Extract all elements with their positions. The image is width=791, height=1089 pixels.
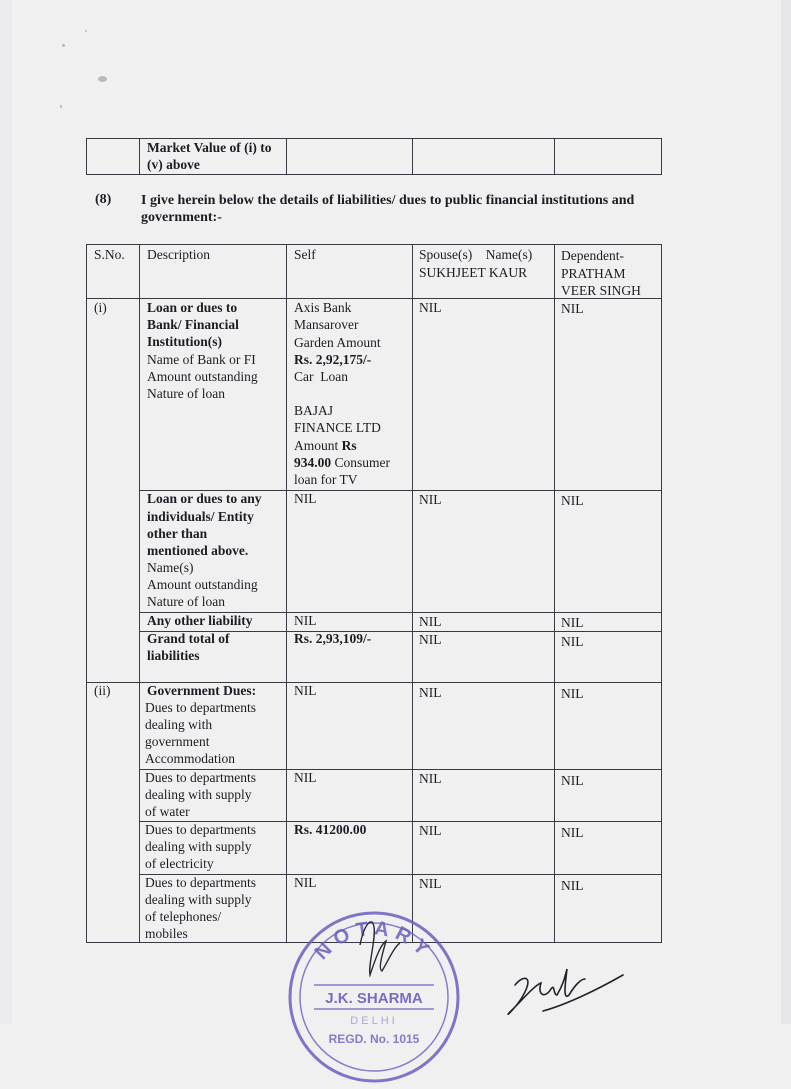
row-desc: government (145, 734, 210, 749)
row-desc: Any other liability (147, 613, 253, 628)
dependent-value: NIL (561, 301, 584, 316)
header-sno: S.No. (94, 247, 125, 262)
self-value: NIL (294, 491, 317, 506)
row-desc: mentioned above. (147, 543, 249, 558)
header-dependent: Dependent- (561, 248, 624, 263)
row-desc: dealing with supply (145, 787, 252, 802)
dependent-value: NIL (561, 686, 584, 701)
row-desc: Accommodation (145, 751, 235, 766)
row-desc: Loan or dues to any (147, 491, 262, 506)
row-desc: Government Dues: (147, 683, 257, 698)
self-value: Consumer (331, 455, 390, 470)
table-cell (286, 138, 413, 175)
stamp-title: NOTARY (310, 917, 438, 965)
row-desc: dealing with supply (145, 839, 252, 854)
row-desc: Bank/ Financial (147, 317, 239, 332)
table-cell (86, 682, 140, 943)
self-value: Axis Bank (294, 300, 352, 315)
table-cell (86, 298, 140, 683)
scan-speck (98, 76, 107, 82)
row-desc: Loan or dues to (147, 300, 238, 315)
table-cell (412, 490, 555, 613)
self-amount: 934.00 (294, 455, 332, 470)
self-amount: Rs (341, 438, 357, 453)
market-value-label: Market Value of (i) to (v) above (147, 140, 272, 173)
row-desc: Name(s) (147, 560, 194, 575)
spouse-value: NIL (419, 876, 442, 891)
row-desc: of electricity (145, 856, 214, 871)
row-desc: Dues to departments (145, 875, 256, 890)
self-value: loan for TV (294, 472, 358, 487)
row-desc: of telephones/ (145, 909, 222, 924)
scan-speck (62, 44, 65, 47)
row-desc: other than (147, 526, 208, 541)
signature (495, 955, 635, 1025)
table-cell (412, 298, 555, 491)
row-sno: (i) (94, 300, 107, 315)
table-cell (554, 138, 662, 175)
self-value: NIL (294, 683, 317, 698)
row-desc: Dues to departments (145, 822, 256, 837)
self-value: FINANCE LTD (294, 420, 381, 435)
row-desc: Amount outstanding (147, 577, 258, 592)
row-desc: Grand total of (147, 631, 230, 646)
dependent-value: NIL (561, 878, 584, 893)
table-cell (286, 490, 413, 613)
self-value: Amount (294, 438, 342, 453)
self-value (294, 437, 357, 454)
row-desc: Name of Bank or FI (147, 352, 256, 367)
row-desc: dealing with supply (145, 892, 252, 907)
table-cell (412, 138, 555, 175)
spouse-value: NIL (419, 823, 442, 838)
stamp-city: DELHI (350, 1015, 398, 1027)
section-number: (8) (95, 192, 112, 207)
dependent-value: NIL (561, 615, 584, 630)
self-value: NIL (294, 613, 317, 628)
header-description: Description (147, 247, 210, 262)
dependent-value: NIL (561, 493, 584, 508)
header-spouse: Spouse(s) Name(s) (419, 247, 533, 262)
stamp-regd: REGD. No. 1015 (328, 1032, 420, 1046)
header-dependent-name-1: PRATHAM (561, 266, 626, 281)
dependent-value: NIL (561, 773, 584, 788)
scan-speck (85, 30, 87, 32)
page-shadow-left (0, 0, 12, 1024)
spouse-value: NIL (419, 300, 442, 315)
grand-total-self: Rs. 2,93,109/- (294, 631, 372, 646)
header-self: Self (294, 247, 316, 262)
dependent-value: NIL (561, 825, 584, 840)
dependent-value: NIL (561, 634, 584, 649)
row-desc: individuals/ Entity (147, 509, 254, 524)
self-amount: Rs. 2,92,175/- (294, 352, 372, 367)
row-desc: Dues to departments (145, 770, 256, 785)
electricity-self-amount: Rs. 41200.00 (294, 822, 367, 837)
row-desc: Institution(s) (147, 334, 223, 349)
row-sno: (ii) (94, 683, 111, 698)
table-cell (554, 298, 662, 491)
self-value (294, 454, 390, 471)
header-spouse-name: SUKHJEET KAUR (419, 265, 528, 280)
self-value: NIL (294, 875, 317, 890)
spouse-value: NIL (419, 492, 442, 507)
row-desc: mobiles (145, 926, 188, 941)
row-desc: Nature of loan (147, 594, 225, 609)
row-desc: dealing with (145, 717, 213, 732)
row-desc: Amount outstanding (147, 369, 258, 384)
row-desc: liabilities (147, 648, 200, 663)
spouse-value: NIL (419, 614, 442, 629)
notary-stamp (282, 905, 466, 1089)
self-value: NIL (294, 770, 317, 785)
self-value: Garden Amount (294, 335, 381, 350)
self-value: BAJAJ (294, 403, 334, 418)
spouse-value: NIL (419, 685, 442, 700)
page-shadow-right (781, 0, 791, 1024)
self-value: Car Loan (294, 369, 348, 384)
row-desc: Nature of loan (147, 386, 225, 401)
spouse-value: NIL (419, 771, 442, 786)
row-desc: Dues to departments (145, 700, 256, 715)
stamp-name: J.K. SHARMA (325, 990, 423, 1007)
spouse-value: NIL (419, 632, 442, 647)
self-value: Mansarover (294, 317, 359, 332)
row-desc: of water (145, 804, 190, 819)
header-dependent-name-2: VEER SINGH (561, 283, 641, 298)
section-heading: I give herein below the details of liabilities/ dues to public financial institutions and government:- (141, 193, 635, 225)
scan-speck (60, 105, 62, 108)
table-cell (86, 138, 140, 175)
